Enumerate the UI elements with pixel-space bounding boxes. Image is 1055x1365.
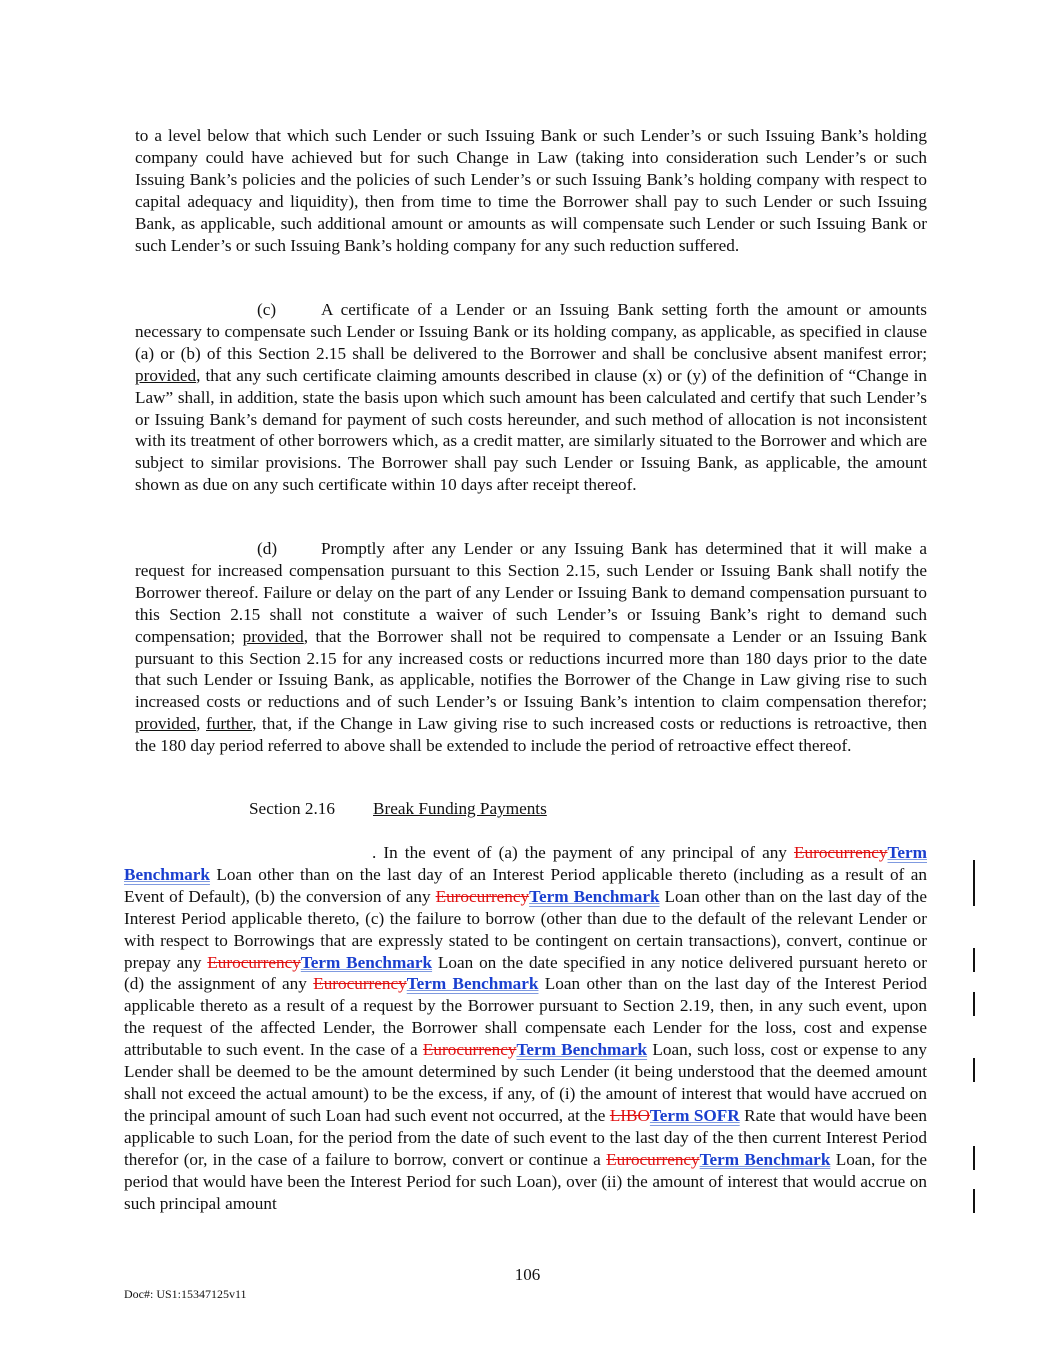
clause-d-text-2: , that the Borrower shall not be required to compensate a Lender or an Issuing Bank pursuant to this Section 2.15 for any increased costs or reductions incurred more than 180 days prior to the date that such Lender or Issuing Bank, as applicable, notifies the Borrower of the Change in Law giving rise to such increased costs or reductions and of such Lender’s or Issuing Bank’s intention to claim compensation therefor; (135, 626, 927, 712)
section-2-16-text-6: Rate that would have been applicable to such Loan, for the period from the date of such event to the last day of the then current Interest Period therefor (or, in the case of a failure to borrow, convert or continue a (124, 1105, 927, 1169)
change-bar (973, 860, 975, 906)
section-heading (249, 798, 547, 820)
paragraph-c (135, 299, 927, 496)
section-2-16-text-2: Loan other than on the last day of the Interest Period applicable thereto, (c) the failure to borrow (other than due to the default of the relevant Lender or with respect to Borrowings that are expressly stated to be contingent on certain transactions), convert, continue or prepay any (124, 886, 927, 972)
provided-term: provided (242, 626, 304, 646)
section-2-16-text-3: Loan on the date specified in any notice delivered pursuant hereto or (d) the assignment of any (124, 952, 927, 994)
inserted-text: Term SOFR (649, 1105, 740, 1125)
section-number: Section 2.16 (249, 799, 335, 818)
section-2-16-text-4: Loan other than on the last day of the Interest Period applicable thereto as a result of a request by the Borrower pursuant to Section 2.19, then, in any such event, upon the request of the affected Lender, the Borrower shall compensate each Lender for the loss, cost and expense attributable to such event. In the case of a (124, 974, 927, 1060)
inserted-text: Term Benchmark (699, 1149, 831, 1169)
deleted-text: Eurocurrency (207, 952, 301, 972)
inserted-text: Term Benchmark (300, 952, 433, 972)
clause-d-text-3: , that, if the Change in Law giving rise to such increased costs or reductions is retroactive, then the 180 day period referred to above shall be extended to include the period of retroactive effect thereof. (135, 714, 927, 756)
section-2-16-text-7: Loan, for the period that would have been the Interest Period for such Loan), over (ii) the amount of interest that would accrue on such principal amount (124, 1149, 927, 1213)
change-bar (973, 1189, 975, 1213)
section-title: Break Funding Payments (373, 799, 547, 818)
paragraph-d (135, 538, 927, 757)
clause-c-text-1: A certificate of a Lender or an Issuing Bank setting forth the amount or amounts necessary to compensate such Lender or Issuing Bank or its holding company, as applicable, as specified in clause (a) or (b) of this Section 2.15 shall be delivered to the Borrower and shall be conclusive absent manifest error; (135, 300, 927, 363)
deleted-text: Eurocurrency (794, 843, 888, 862)
section-2-16-lead: . In the event of (a) the payment of any principal of any (372, 843, 794, 862)
deleted-text: Eurocurrency (422, 1040, 517, 1060)
change-bar (973, 1058, 975, 1082)
clause-label-d: (d) (257, 539, 278, 558)
document-id: Doc#: US1:15347125v11 (124, 1287, 247, 1301)
provided-term: provided (135, 365, 197, 385)
clause-c-text-2: , that any such certificate claiming amounts described in clause (x) or (y) of the definition of “Change in Law” shall, in addition, state the basis upon which such amount has been calculated and certify that such Lender’s or Issuing Bank’s demand for payment of such costs hereunder, and such method of allocation is not inconsistent with its treatment of other borrowers which, as a credit matter, are similarly situated to the Borrower and which are subject to similar provisions. The Borrower shall pay such Lender or Issuing Bank, as applicable, the amount shown as due on any such certificate within 10 days after receipt thereof. (135, 365, 927, 495)
inserted-text: Term Benchmark (124, 843, 927, 884)
clause-label-c: (c) (257, 300, 277, 319)
change-bar (973, 1146, 975, 1170)
deleted-text: LIBO (609, 1105, 650, 1125)
provided-term: provided (135, 714, 197, 734)
section-2-16-text-1: Loan other than on the last day of an Interest Period applicable thereto (including as a result of an Event of Default), (b) the conversion of any (124, 864, 927, 906)
clause-d-comma: , (196, 714, 206, 734)
change-bar (973, 948, 975, 972)
clause-d-text-1: Promptly after any Lender or any Issuing Bank has determined that it will make a request for increased compensation pursuant to this Section 2.15, such Lender or Issuing Bank shall notify the Borrower thereof. Failure or delay on the part of any Lender or Issuing Bank to demand compensation pursuant to this Section 2.15 shall not constitute a waiver of such Lender’s or Issuing Bank’s right to demand such compensation; (135, 539, 927, 646)
inserted-text: Term Benchmark (406, 974, 539, 994)
deleted-text: Eurocurrency (313, 974, 407, 994)
page-number: 106 (514, 1265, 541, 1284)
paragraph-continuation: to a level below that which such Lender or such Issuing Bank or such Lender’s or such Issuing Bank’s holding company could have achieved but for such Change in Law (taking into consideration such Lender’s or such Issuing Bank’s policies and the policies of such Lender’s or such Issuing Bank’s holding company with respect to capital adequacy and liquidity), then from time to time the Borrower shall pay to such Lender or such Issuing Bank, as applicable, such additional amount or amounts as will compensate such Lender or such Issuing Bank or such Lender’s or such Issuing Bank’s holding company for any such reduction suffered. (135, 126, 927, 255)
paragraph-section-2-16 (124, 842, 927, 1214)
deleted-text: Eurocurrency (435, 886, 530, 906)
inserted-text: Term Benchmark (516, 1040, 648, 1060)
section-2-16-text-5: Loan, such loss, cost or expense to any Lender shall be deemed to be the amount determined by such Lender (it being understood that the deemed amount shall not exceed the actual amount) to be the excess, if any, of (i) the amount of interest that would have accrued on the principal amount of such Loan had such event not occurred, at the (124, 1040, 927, 1125)
further-term: further (206, 714, 253, 734)
change-bar (973, 992, 975, 1016)
deleted-text: Eurocurrency (606, 1149, 700, 1169)
inserted-text: Term Benchmark (529, 886, 660, 906)
